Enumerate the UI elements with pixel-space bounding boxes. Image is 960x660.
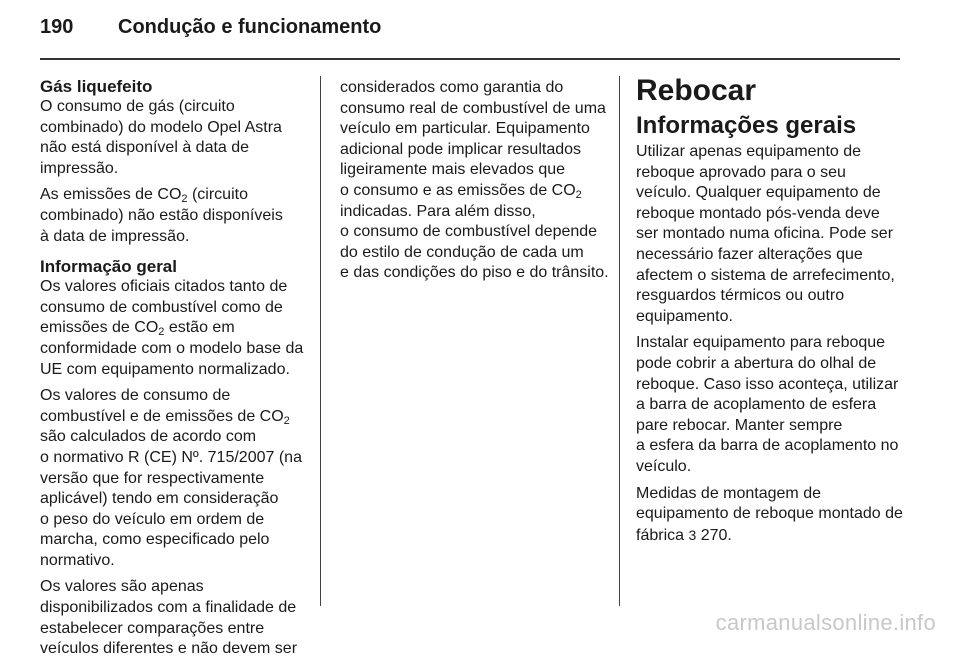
- heading-informacoes-gerais: Informações gerais: [636, 112, 857, 139]
- header-rule: [40, 58, 900, 60]
- page-reference-link[interactable]: fábrica 3 270.: [636, 526, 732, 544]
- paragraph-equipamento: Utilizar apenas equipamento de reboque aprovado para o seu veículo. Qualquer equipamento de reboque montado pós-venda deve ser montado numa oficina. Pode ser necessário fazer alterações que afectem o sistema de arrefecimento, resguardos térmicos ou outro equipamento.: [636, 143, 895, 325]
- paragraph-medidas: Medidas de montagem de equipamento de reboque montado de fábrica 3 270.: [636, 484, 906, 547]
- paragraph-valores-consumo: Os valores de consumo de combustível e de emissões de $CO_2$ são calculados de acordo com o normativo R (CE) Nº. 715/2007 (na versão que for respectivamente aplicável) tendo em consideração o peso do veículo em ordem de marcha, como especificado pelo normativo.: [40, 387, 302, 569]
- paragraph-gas-consumo: O consumo de gás (circuito combinado) do modelo Opel Astra não está disponível à data de impressão.: [40, 98, 282, 177]
- heading-informacao-geral: Informação geral: [40, 257, 177, 277]
- column-1: [40, 76, 310, 660]
- heading-gas-liquefeito: Gás liquefeito: [40, 77, 153, 96]
- column-2: [340, 78, 608, 284]
- section-title-rebocar: Rebocar: [636, 74, 757, 107]
- page-title: Condução e funcionamento: [118, 16, 382, 38]
- column-3: [636, 74, 906, 546]
- column-divider-2: [619, 76, 620, 606]
- reference-arrow-icon: 3: [688, 526, 697, 543]
- paragraph-gas-emissoes: As emissões de $CO_2$ (circuito combinado) não estão disponíveis à data de impressão.: [40, 186, 283, 245]
- column-divider-1: [320, 76, 321, 606]
- paragraph-continuacao: considerados como garantia do consumo real de combustível de uma veículo em particular. Equipamento adicional pode implicar resultados ligeiramente mais elevados que o consumo e as emissões de $CO_2$ indicadas. Para além disso, o consumo de combustível depende do estilo de condução de cada um e das condições do piso e do trânsito.: [340, 79, 609, 282]
- watermark: carmanualsonline.info: [715, 610, 936, 635]
- paragraph-valores-oficiais: Os valores oficiais citados tanto de consumo de combustível como de emissões de $CO_2$ estão em conformidade com o modelo base da UE com equipamento normalizado.: [40, 278, 304, 378]
- page-number: 190: [40, 16, 74, 38]
- paragraph-instalar: Instalar equipamento para reboque pode cobrir a abertura do olhal de reboque. Caso isso aconteça, utilizar a barra de acoplamento de esfera pare rebocar. Manter sempre a esfera da barra de acoplamento no veículo.: [636, 334, 899, 475]
- paragraph-valores-apenas: Os valores são apenas disponibilizados com a finalidade de estabelecer comparações entre veículos diferentes e não devem ser: [40, 578, 298, 658]
